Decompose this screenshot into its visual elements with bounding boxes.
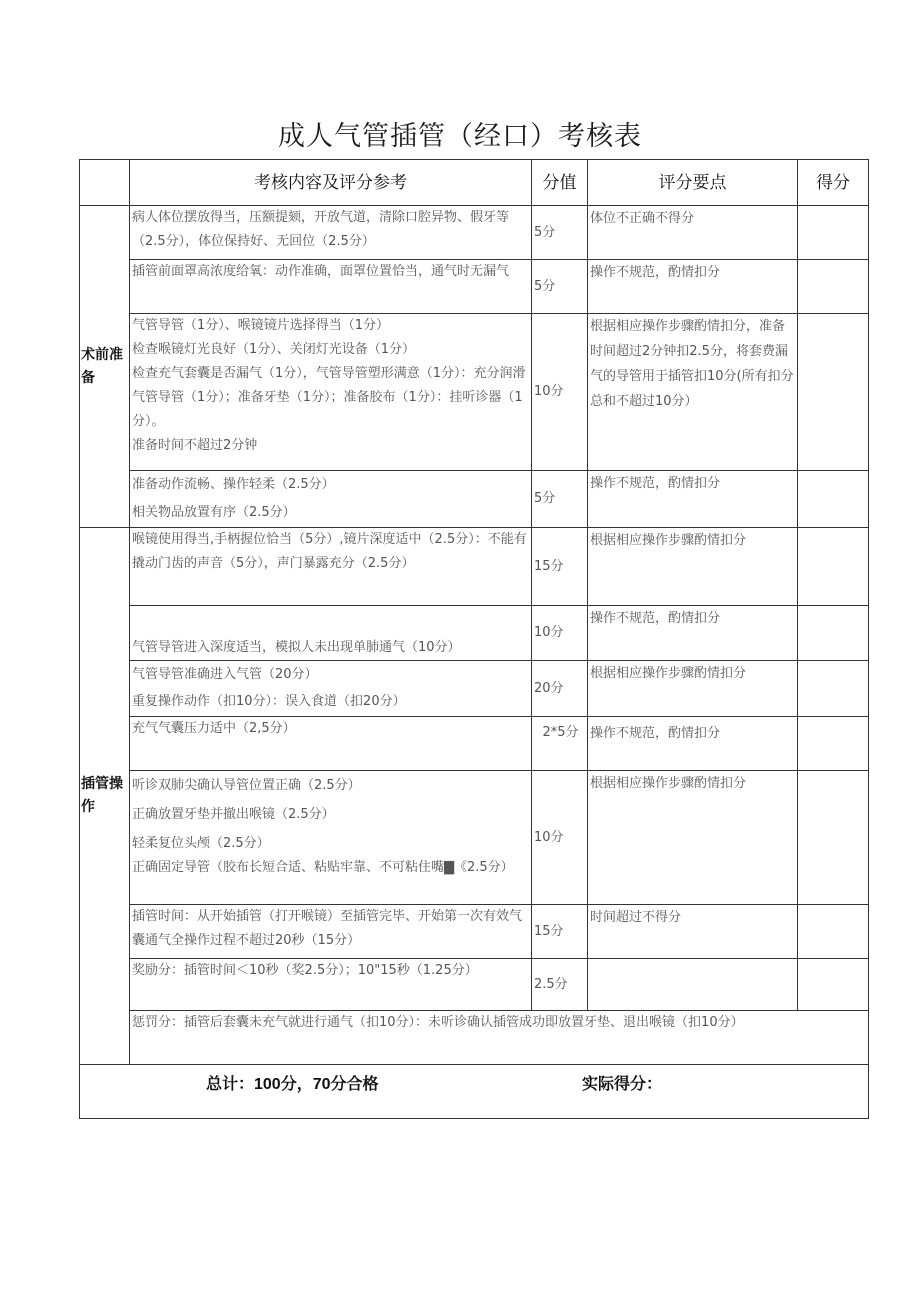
score-input[interactable] bbox=[798, 661, 869, 717]
table-row bbox=[80, 260, 869, 314]
table-row bbox=[80, 471, 869, 528]
score-input[interactable] bbox=[798, 314, 869, 471]
content-cell bbox=[130, 528, 532, 606]
total-label: 总计：100分，70分合格 bbox=[206, 1076, 379, 1093]
content-line: 检查充气套囊是否漏气（1分），气管导管塑形满意（1分）：充分润滑气管导管（1分）；准备牙垫（1分）；准备胶布（1分）：挂听诊器（1分）。 bbox=[132, 366, 526, 429]
value-cell: 20分 bbox=[532, 661, 588, 717]
content-cell bbox=[130, 771, 532, 905]
score-input[interactable] bbox=[798, 606, 869, 661]
score-input[interactable] bbox=[798, 771, 869, 905]
content-cell bbox=[130, 905, 532, 959]
content-line: 插管时间：从开始插管（打开喉镜）至插管完毕、开始第一次有效气囊通气全操作过程不超过20秒（15分） bbox=[132, 909, 523, 948]
content-line: 轻柔复位头颅（2.5分） bbox=[132, 836, 270, 851]
score-input[interactable] bbox=[798, 206, 869, 260]
table-row bbox=[80, 528, 869, 606]
content-line: 准备动作流畅、操作轻柔（2.5分） bbox=[132, 477, 335, 492]
value-cell: 5分 bbox=[532, 260, 588, 314]
total-row bbox=[80, 1065, 869, 1119]
score-input[interactable] bbox=[798, 260, 869, 314]
content-line: 准备时间不超过2分钟 bbox=[132, 438, 258, 453]
table-row bbox=[80, 905, 869, 959]
value-cell: 15分 bbox=[532, 528, 588, 606]
key-points-cell: 根据相应操作步骤酌情扣分 bbox=[588, 771, 798, 905]
value-cell: 10分 bbox=[532, 314, 588, 471]
actual-score-label: 实际得分： bbox=[582, 1076, 663, 1093]
value-cell: 10分 bbox=[532, 771, 588, 905]
header-value: 分值 bbox=[532, 160, 588, 206]
value-cell: 5分 bbox=[532, 206, 588, 260]
value-cell: 2.5分 bbox=[532, 959, 588, 1011]
content-cell bbox=[130, 314, 532, 471]
key-points-cell bbox=[588, 959, 798, 1011]
score-input[interactable] bbox=[798, 717, 869, 771]
content-cell bbox=[130, 206, 532, 260]
key-points-cell: 操作不规范，酌情扣分 bbox=[588, 606, 798, 661]
table-row bbox=[80, 717, 869, 771]
table-row bbox=[80, 314, 869, 471]
content-cell bbox=[130, 471, 532, 528]
header-section-cell bbox=[80, 160, 130, 206]
content-line: 气管导管（1分）、喉镜镜片选择得当（1分） bbox=[132, 318, 390, 333]
key-points-cell: 操作不规范，酌情扣分 bbox=[588, 260, 798, 314]
content-line: 充气气囊压力适中（2,5分） bbox=[132, 721, 296, 736]
key-points-cell: 根据相应操作步骤酌情扣分 bbox=[588, 528, 798, 606]
score-input[interactable] bbox=[798, 471, 869, 528]
content-line: 喉镜使用得当,手柄握位恰当（5分）,镜片深度适中（2.5分）：不能有撬动门齿的声音（5分），声门暴露充分（2.5分） bbox=[132, 532, 527, 571]
key-points-cell: 根据相应操作步骤酌情扣分，准备时间超过2分钟扣2.5分，将套费漏气的导管用于插管扣10分(所有扣分总和不超过10分） bbox=[588, 314, 798, 471]
key-points-cell: 时间超过不得分 bbox=[588, 905, 798, 959]
content-line: 检查喉镜灯光良好（1分）、关闭灯光设备（1分） bbox=[132, 342, 416, 357]
score-input[interactable] bbox=[798, 959, 869, 1011]
content-line: 听诊双肺尖确认导管位置正确（2.5分） bbox=[132, 778, 361, 793]
key-points-cell: 根据相应操作步骤酌情扣分 bbox=[588, 661, 798, 717]
table-row bbox=[80, 959, 869, 1011]
content-line: 气管导管进入深度适当，模拟人未出现单肺通气（10分） bbox=[132, 640, 461, 655]
header-key-points: 评分要点 bbox=[588, 160, 798, 206]
content-cell bbox=[130, 717, 532, 771]
content-cell bbox=[130, 959, 532, 1011]
table-row bbox=[80, 771, 869, 905]
content-cell bbox=[130, 606, 532, 661]
page-title: 成人气管插管（经口）考核表 bbox=[278, 121, 642, 152]
assessment-table bbox=[79, 159, 869, 1119]
table-row bbox=[80, 206, 869, 260]
section-label-operation: 插管操作 bbox=[80, 528, 130, 1065]
value-cell: 10分 bbox=[532, 606, 588, 661]
penalty-row bbox=[80, 1011, 869, 1065]
score-input[interactable] bbox=[798, 528, 869, 606]
key-points-cell: 操作不规范，酌情扣分 bbox=[588, 471, 798, 528]
content-cell bbox=[130, 260, 532, 314]
section-label-prep: 术前准备 bbox=[80, 206, 130, 528]
content-line: 插管前面罩高浓度给氧：动作准确，面罩位置恰当，通气时无漏气 bbox=[132, 264, 510, 279]
table-header-row bbox=[80, 160, 869, 206]
total-cell bbox=[80, 1065, 869, 1119]
value-cell: 2*5分 bbox=[532, 717, 588, 771]
content-line: 正确固定导管（胶布长短合适、粘贴牢靠、不可粘住嘴▇《2.5分） bbox=[132, 860, 514, 875]
content-line: 正确放置牙垫并撤出喉镜（2.5分） bbox=[132, 807, 335, 822]
table-row bbox=[80, 606, 869, 661]
key-points-cell: 体位不正确不得分 bbox=[588, 206, 798, 260]
penalty-text: 惩罚分：插管后套囊未充气就进行通气（扣10分）：未听诊确认插管成功即放置牙垫、退出喉镜（扣10分） bbox=[130, 1011, 869, 1065]
content-line: 气管导管准确进入气管（20分） bbox=[132, 667, 318, 682]
content-cell bbox=[130, 661, 532, 717]
content-line: 重复操作动作（扣10分）：误入食道（扣20分） bbox=[132, 694, 406, 709]
key-points-cell: 操作不规范，酌情扣分 bbox=[588, 717, 798, 771]
table-row bbox=[80, 661, 869, 717]
header-score: 得分 bbox=[798, 160, 869, 206]
content-line: 奖励分：插管时间＜10秒（奖2.5分）；10"15秒（1.25分） bbox=[132, 963, 478, 978]
content-line: 病人体位摆放得当，压额提颏，开放气道，清除口腔异物、假牙等（2.5分），体位保持好、无回位（2.5分） bbox=[132, 210, 510, 249]
content-line: 相关物品放置有序（2.5分） bbox=[132, 505, 296, 520]
header-content: 考核内容及评分参考 bbox=[130, 160, 532, 206]
value-cell: 15分 bbox=[532, 905, 588, 959]
score-input[interactable] bbox=[798, 905, 869, 959]
value-cell: 5分 bbox=[532, 471, 588, 528]
